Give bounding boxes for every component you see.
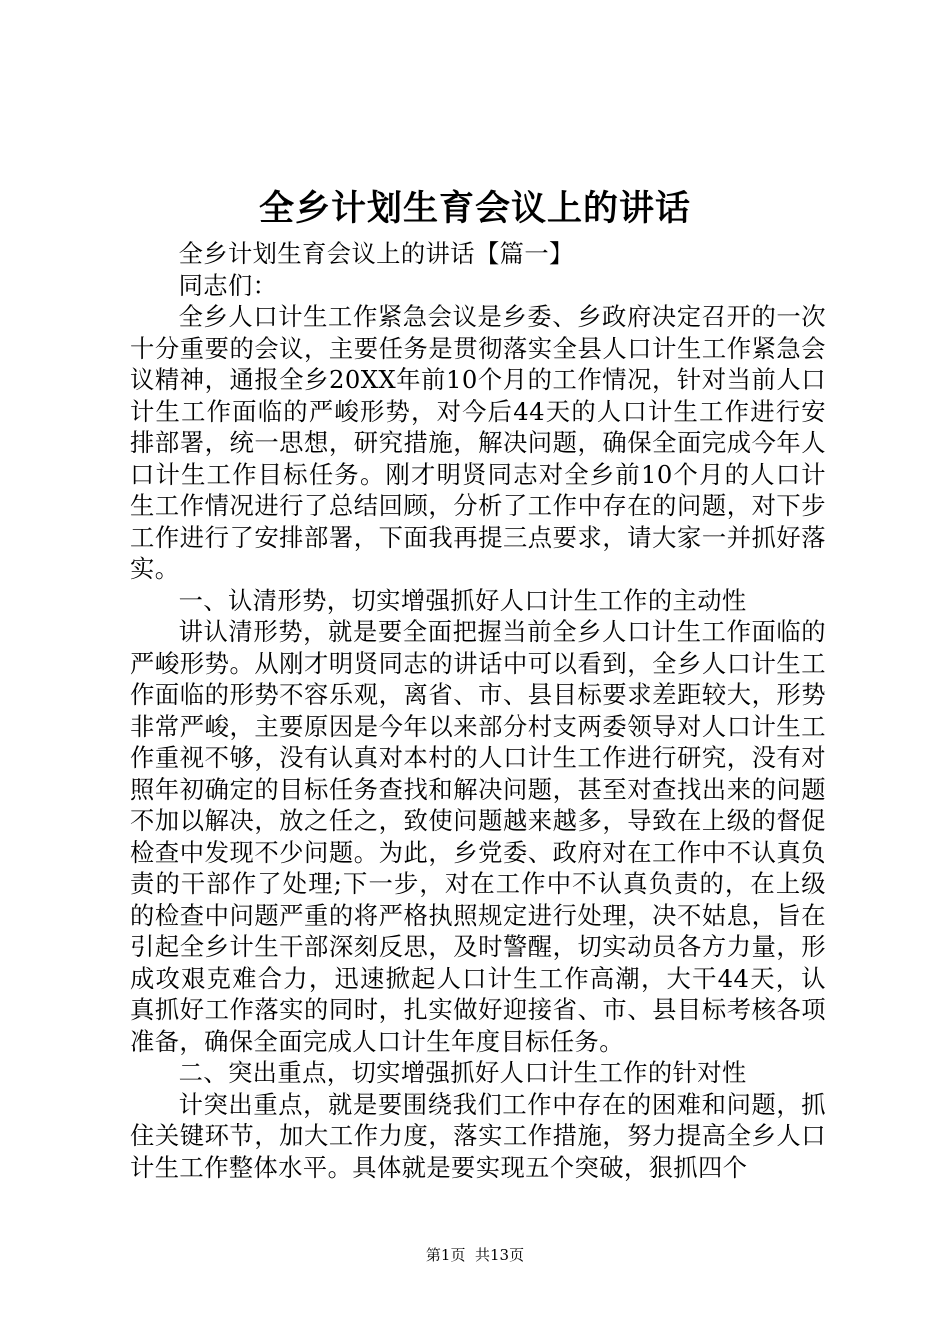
section-heading-one: 一、认清形势，切实增强抓好人口计生工作的主动性 — [178, 585, 747, 615]
page-footer — [0, 1245, 950, 1265]
section-heading-part-one: 全乡计划生育会议上的讲话【篇一】 — [178, 239, 574, 268]
body-paragraph: 计突出重点，就是要围绕我们工作中存在的困难和问题，抓住关键环节，加大工作力度，落实工作措施，努力提高全乡人口计生工作整体水平。具体就是要实现五个突破，狠抓四个 — [130, 1089, 826, 1182]
page-number-label: 第1页 共13页 — [425, 1246, 525, 1264]
document-title: 全乡计划生育会议上的讲话 — [258, 188, 691, 229]
document-body — [130, 238, 826, 1183]
section-heading-two: 二、突出重点，切实增强抓好人口计生工作的针对性 — [178, 1058, 747, 1087]
salutation: 同志们： — [178, 270, 278, 300]
body-paragraph: 讲认清形势，就是要全面把握当前全乡人口计生工作面临的严峻形势。从刚才明贤同志的讲话中可以看到，全乡人口计生工作面临的形势不容乐观，离省、市、县目标要求差距较大，形势非常严峻，主要原因是今年以来部分村支两委领导对人口计生工作重视不够，没有认真对本村的人口计生工作进行研究，没有对照年初确定的目标任务查找和解决问题，甚至对查找出来的问题不加以解决，放之任之，致使问题越来越多，导致在上级的督促检查中发现不少问题。为此，乡党委、政府对在工作中不认真负责的干部作了处理;下一步，对在工作中不认真负责的，在上级的检查中问题严重的将严格执照规定进行处理，决不姑息，旨在引起全乡计生干部深刻反思，及时警醒，切实动员各方力量，形成攻艰克难合力，迅速掀起人口计生工作高潮，大干44天，认真抓好工作落实的同时，扎实做好迎接省、市、县目标考核各项准备，确保全面完成人口计生年度目标任务。 — [130, 617, 826, 1056]
body-paragraph: 全乡人口计生工作紧急会议是乡委、乡政府决定召开的一次十分重要的会议，主要任务是贯彻落实全县人口计生工作紧急会议精神，通报全乡20XX年前10个月的工作情况，针对当前人口计生工作面临的严峻形势，对今后44天的人口计生工作进行安排部署，统一思想，研究措施，解决问题，确保全面完成今年人口计生工作目标任务。刚才明贤同志对全乡前10个月的人口计生工作情况进行了总结回顾，分析了工作中存在的问题，对下步工作进行了安排部署，下面我再提三点要求，请大家一并抓好落实。 — [130, 302, 826, 583]
